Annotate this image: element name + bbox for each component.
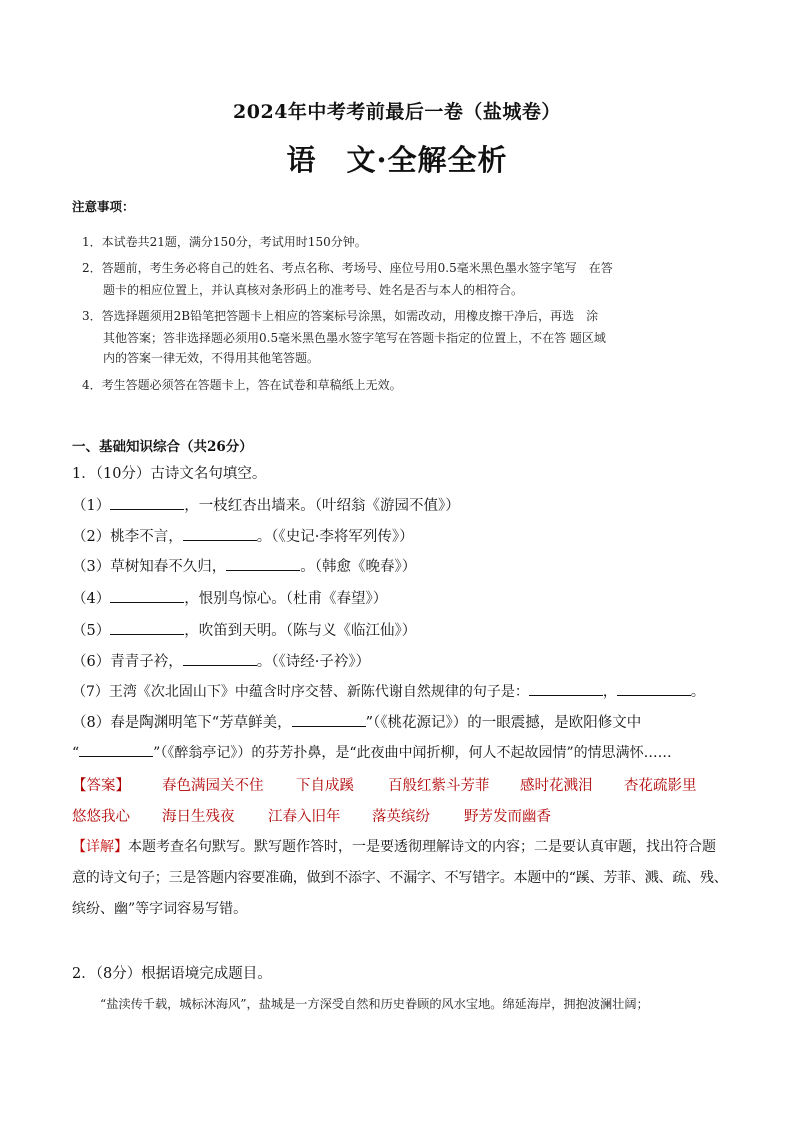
answer-blank xyxy=(183,539,257,541)
answer-2: 下自成蹊 xyxy=(296,778,354,794)
detail-line-2: 意的诗文句子；三是答题内容要准确，做到不添字、不漏字、不写错字。本题中的“蹊、芳菲、溅、疏、残、 xyxy=(72,870,728,886)
question-2-passage: “盐渎传千载，城标沐海风”，盐城是一方深受自然和历史眷顾的风水宝地。绵延海岸，拥抱波澜壮阔； xyxy=(100,997,649,1011)
notice-item-2-cont: 题卡的相应位置上，并认真核对条形码上的准考号、姓名是否与本人的相符合。 xyxy=(103,283,524,297)
notice-item-4: 4．考生答题必须答在答题卡上，答在试卷和草稿纸上无效。 xyxy=(82,378,402,392)
section-heading: 一、基础知识综合（共26分） xyxy=(72,439,253,455)
answer-3: 百般红紫斗芳菲 xyxy=(388,778,490,794)
question-1-stem: 1．（10分）古诗文名句填空。 xyxy=(72,466,267,482)
fill-line-8b xyxy=(72,742,672,762)
line-suffix: ，恨别鸟惊心。（杜甫《春望》） xyxy=(184,591,388,607)
fill-line-4 xyxy=(72,587,387,608)
detail-line-1 xyxy=(72,836,716,856)
detail-line-3: 缤纷、幽”等字词容易写错。 xyxy=(72,901,248,917)
line-prefix: （8）春是陶渊明笔下“芳草鲜美， xyxy=(72,715,292,731)
answer-blank xyxy=(110,601,184,603)
notice-item-2: 2．答题前，考生务必将自己的姓名、考点名称、考场号、座位号用0.5毫米黑色墨水签字笔写 在答 xyxy=(82,261,613,275)
page-title: 2024年中考考前最后一卷（盐城卷） xyxy=(233,101,561,123)
line-suffix: ”（《桃花源记》）的一眼震撼，是欧阳修文中 xyxy=(365,715,642,731)
line-suffix: 。（《诗经·子衿》） xyxy=(256,654,371,670)
fill-line-7 xyxy=(72,681,705,701)
notice-item-3-cont1: 其他答案；答非选择题必须用0.5毫米黑色墨水签字笔写在答题卡指定的位置上，不在答 题区域 xyxy=(103,331,606,345)
line-suffix: ”（《醉翁亭记》）的芬芳扑鼻，是“此夜曲中闻折柳，何人不起故园情”的情思满怀…… xyxy=(153,745,672,761)
notice-item-3: 3．答选择题须用2B铅笔把答题卡上相应的答案标号涂黑，如需改动，用橡皮擦干净后，再选 涂 xyxy=(82,309,599,323)
line-prefix: （7）王湾《次北固山下》中蕴含时序交替、新陈代谢自然规律的句子是： xyxy=(72,684,529,700)
answer-blank xyxy=(79,755,153,757)
fill-line-8a xyxy=(72,711,641,732)
line-prefix: （3）草树知春不久归， xyxy=(72,559,227,575)
fill-line-1 xyxy=(72,494,460,515)
answer-tag: 【答案】 xyxy=(72,778,130,794)
line-suffix: 。（《史记·李将军列传》） xyxy=(256,529,414,545)
answer-blank xyxy=(292,725,366,727)
answer-7: 海日生残夜 xyxy=(162,809,235,825)
fill-line-2 xyxy=(72,525,414,546)
line-prefix: （4） xyxy=(72,591,111,607)
fill-line-3 xyxy=(72,555,416,576)
answer-blank xyxy=(183,664,257,666)
fill-line-6 xyxy=(72,650,370,671)
line-prefix: “ xyxy=(72,745,80,761)
answer-4: 感时花溅泪 xyxy=(520,778,593,794)
line-suffix: ，吹笛到天明。（陈与义《临江仙》） xyxy=(184,623,417,639)
line-suffix: 。 xyxy=(690,684,705,700)
notice-item-3-cont2: 内的答案一律无效，不得用其他笔答题。 xyxy=(103,351,320,365)
page-subtitle: 语 文·全解全析 xyxy=(286,143,508,177)
line-prefix: （6）青青子衿， xyxy=(72,654,183,670)
notice-item-1: 1．本试卷共21题，满分150分，考试用时150分钟。 xyxy=(82,235,367,249)
answer-1: 春色满园关不住 xyxy=(162,778,264,794)
answer-10: 野芳发而幽香 xyxy=(464,809,551,825)
question-2-stem: 2．（8分）根据语境完成题目。 xyxy=(72,966,272,982)
line-prefix: （5） xyxy=(72,623,111,639)
answer-blank xyxy=(617,694,691,696)
line-suffix: 。（韩愈《晚春》） xyxy=(300,559,417,575)
fill-line-5 xyxy=(72,619,416,640)
answer-blank xyxy=(110,508,184,510)
answer-5: 杏花疏影里 xyxy=(624,778,697,794)
detail-tag: 【详解】 xyxy=(72,839,128,855)
line-prefix: （1） xyxy=(72,498,111,514)
line-prefix: （2）桃李不言， xyxy=(72,529,183,545)
notice-title: 注意事项： xyxy=(72,199,135,214)
answer-9: 落英缤纷 xyxy=(372,809,430,825)
answer-6: 悠悠我心 xyxy=(72,809,130,825)
answer-blank xyxy=(110,633,184,635)
answer-blank xyxy=(529,694,603,696)
answer-blank xyxy=(226,569,300,571)
detail-text: 本题考查名句默写。默写题作答时，一是要透彻理解诗文的内容；二是要认真审题，找出符合题 xyxy=(128,839,716,855)
line-suffix: ，一枝红杏出墙来。（叶绍翁《游园不值》） xyxy=(184,498,460,514)
line-separator: ， xyxy=(602,684,617,700)
answer-8: 江春入旧年 xyxy=(268,809,341,825)
